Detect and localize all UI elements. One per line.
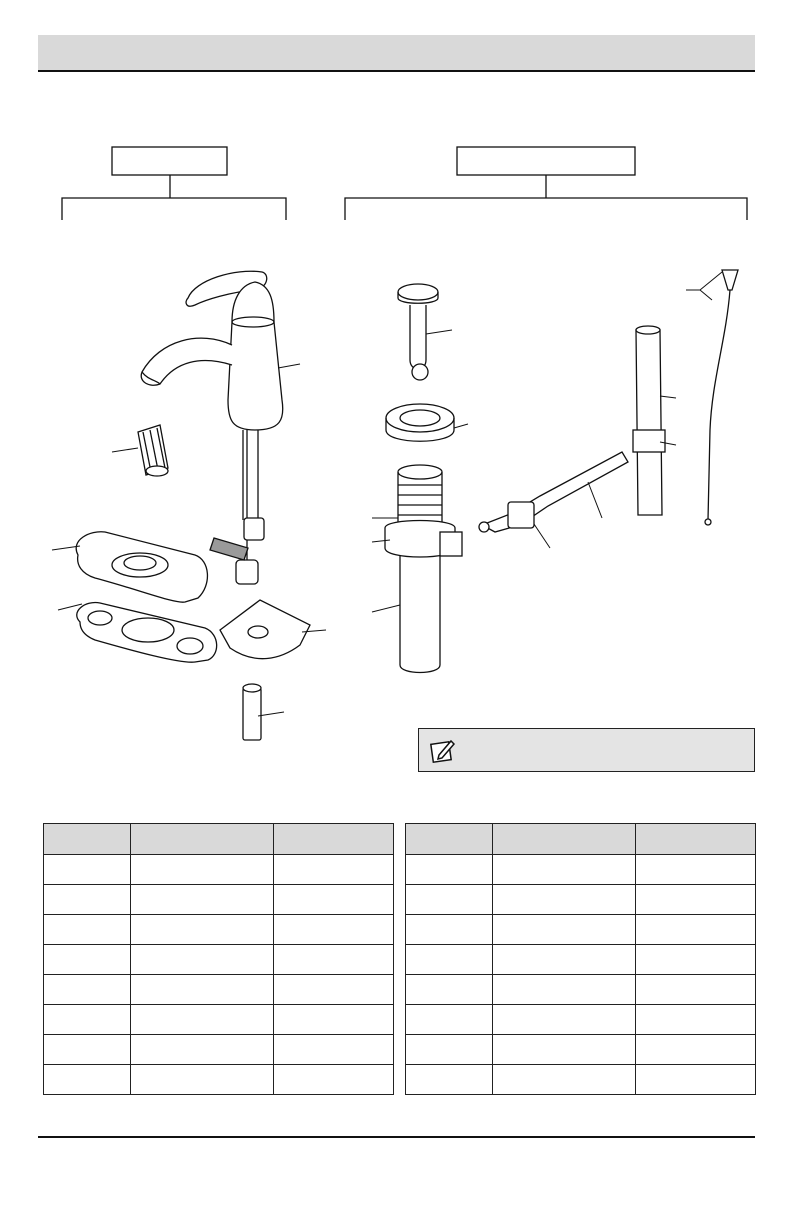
faucet-group-label-box	[112, 147, 227, 175]
table-cell	[131, 855, 274, 885]
table-cell	[636, 945, 756, 975]
table-row	[406, 915, 756, 945]
table-cell	[274, 1035, 394, 1065]
drain-body	[385, 465, 462, 673]
table-row	[406, 1005, 756, 1035]
table-cell	[406, 1005, 493, 1035]
lift-rod	[705, 270, 738, 525]
note-box	[418, 728, 755, 772]
table-cell	[131, 945, 274, 975]
table-cell	[44, 1065, 131, 1095]
table-cell	[406, 915, 493, 945]
drain-stopper	[398, 284, 438, 380]
table-cell	[131, 915, 274, 945]
table-row	[44, 1065, 394, 1095]
table-cell	[493, 885, 636, 915]
table-cell	[131, 1035, 274, 1065]
table-cell	[493, 945, 636, 975]
table-row	[406, 885, 756, 915]
table-cell	[274, 915, 394, 945]
parts-table-left	[43, 823, 394, 1095]
table-cell	[44, 1035, 131, 1065]
table-cell	[406, 855, 493, 885]
table-cell	[131, 975, 274, 1005]
table-cell	[493, 975, 636, 1005]
faucet-bracket	[62, 198, 286, 220]
table-cell	[44, 1005, 131, 1035]
table-cell	[636, 1035, 756, 1065]
standoff	[243, 684, 261, 740]
pivot-rod	[479, 452, 628, 532]
table-cell	[493, 1065, 636, 1095]
table-cell	[274, 975, 394, 1005]
table-row	[44, 915, 394, 945]
table-cell	[406, 975, 493, 1005]
aerator	[138, 425, 168, 476]
table-cell	[131, 885, 274, 915]
column-header	[131, 824, 274, 855]
table-row	[44, 1035, 394, 1065]
table-row	[44, 975, 394, 1005]
clevis-strap	[633, 326, 665, 515]
drain-group-label-box	[457, 147, 635, 175]
faucet-body	[141, 282, 283, 430]
table-header-row	[406, 824, 756, 855]
table-row	[406, 945, 756, 975]
table-cell	[44, 855, 131, 885]
drain-flange	[386, 404, 454, 441]
mounting-bracket	[220, 600, 310, 659]
table-cell	[274, 945, 394, 975]
table-cell	[493, 1035, 636, 1065]
drain-bracket	[345, 198, 747, 220]
table-row	[44, 1005, 394, 1035]
table-cell	[636, 885, 756, 915]
table-cell	[636, 975, 756, 1005]
table-row	[44, 945, 394, 975]
table-cell	[44, 945, 131, 975]
column-header	[493, 824, 636, 855]
table-cell	[636, 1065, 756, 1095]
table-row	[406, 855, 756, 885]
table-cell	[493, 915, 636, 945]
table-row	[44, 855, 394, 885]
deck-plate	[76, 532, 207, 602]
table-cell	[274, 1005, 394, 1035]
parts-table-right	[405, 823, 756, 1095]
column-header	[636, 824, 756, 855]
table-cell	[636, 1005, 756, 1035]
table-cell	[406, 885, 493, 915]
table-row	[406, 1035, 756, 1065]
table-cell	[636, 915, 756, 945]
table-cell	[274, 1065, 394, 1095]
table-cell	[131, 1005, 274, 1035]
footer-rule	[38, 1136, 755, 1138]
table-row	[44, 885, 394, 915]
table-row	[406, 975, 756, 1005]
column-header	[406, 824, 493, 855]
table-cell	[406, 945, 493, 975]
column-header	[274, 824, 394, 855]
table-cell	[44, 915, 131, 945]
table-cell	[44, 885, 131, 915]
table-row	[406, 1065, 756, 1095]
table-cell	[274, 885, 394, 915]
note-pencil-icon	[429, 738, 455, 764]
table-cell	[274, 855, 394, 885]
table-cell	[493, 855, 636, 885]
table-cell	[44, 975, 131, 1005]
supply-lines	[210, 430, 264, 584]
table-cell	[406, 1065, 493, 1095]
deck-gasket	[77, 603, 217, 663]
table-cell	[131, 1065, 274, 1095]
table-cell	[406, 1035, 493, 1065]
table-cell	[636, 855, 756, 885]
table-cell	[493, 1005, 636, 1035]
column-header	[44, 824, 131, 855]
table-header-row	[44, 824, 394, 855]
